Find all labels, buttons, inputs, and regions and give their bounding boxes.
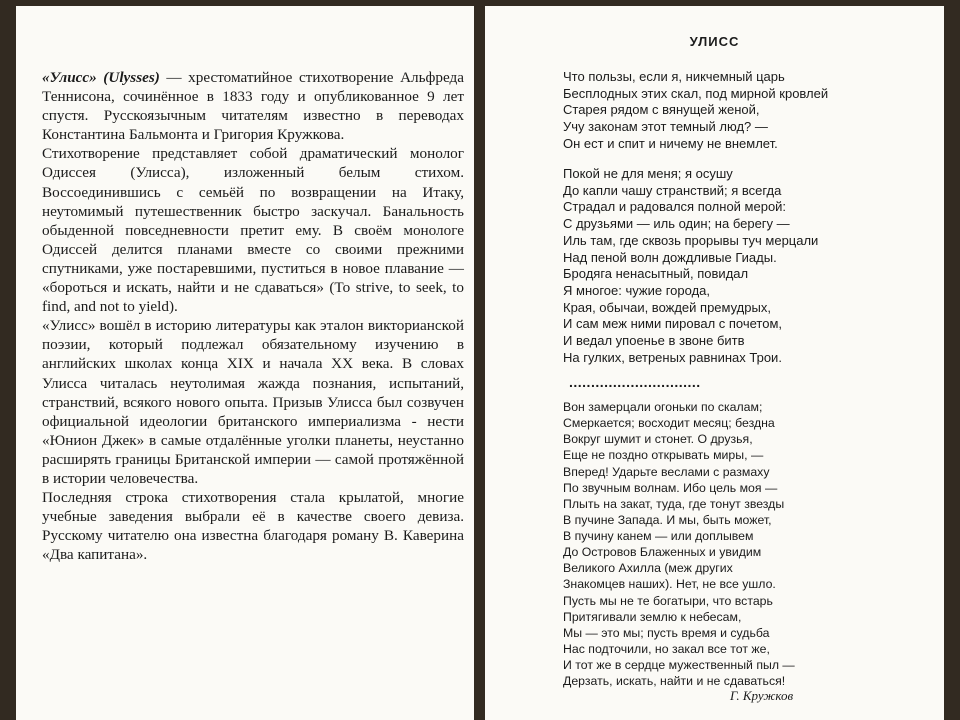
poem-line: И ведал упоенье в звоне битв <box>563 333 745 349</box>
paragraph-monologue: Стихотворение представляет собой драматический монолог Одиссея (Улисса), изложенный белым стихом. Воссоединившись с семьёй по возвращении на Итаку, неутомимый путешественник быстро заскучал. Банальность обыденной повседневности претит ему. В своём монологе Одиссей делится планами вместе со своими прежними спутниками, уже постаревшими, пуститься в новое плавание — «бороться и искать, найти и не сдаваться» (To strive, to seek, to find, and not to yield). <box>42 145 464 316</box>
poem-line: Знакомцев наших). Нет, не все ушло. <box>563 577 776 592</box>
poem-line: Вперед! Ударьте веслами с размаху <box>563 464 770 479</box>
poem-line: Что пользы, если я, никчемный царь <box>563 69 785 84</box>
poem-line: И тот же в сердце мужественный пыл — <box>563 658 795 672</box>
paragraph-intro <box>42 68 464 144</box>
poem-line: Он ест и спит и ничему не внемлет. <box>563 135 778 151</box>
poem-line: Учу законам этот темный люд? — <box>563 119 768 135</box>
poem-line: Иль там, где сквозь прорывы туч мерцали <box>563 232 819 248</box>
poem-line: Нас подточили, но закал все тот же, <box>563 641 770 656</box>
poem-line: Бесплодных этих скал, под мирной кровлей <box>563 85 829 101</box>
poem-stanza-3 <box>563 399 933 689</box>
article-lead-title: «Улисс» (Ulysses) <box>42 69 160 86</box>
poem-line: Бродяга ненасытный, повидал <box>563 266 749 282</box>
article-lead-text: — хрестоматийное стихотворение Альфреда Теннисона, сочинённое в 1833 году и опубликованное 9 лет спустя. Русскоязычным читателям известно в переводах Константина Бальмонта и Григория Кружкова. <box>42 69 464 144</box>
poem-line: В пучину канем — или доплывем <box>563 529 754 543</box>
article-text <box>42 68 464 564</box>
poem-line: Над пеной волн дождливые Гиады. <box>563 249 777 265</box>
poem-line: До Островов Блаженных и увидим <box>563 545 762 560</box>
poem-line: Я многое: чужие города, <box>563 282 710 298</box>
poem-line: Великого Ахилла (меж других <box>563 561 733 576</box>
poem-stanza-1 <box>563 69 933 153</box>
poem-line: Пусть мы не те богатыри, что встарь <box>563 593 773 608</box>
poem-line: Плыть на закат, туда, где тонут звезды <box>563 496 785 511</box>
poem-line: Притягивали землю к небесам, <box>563 609 742 624</box>
paragraph-motto: Последняя строка стихотворения стала крылатой, многие учебные заведения выбрали её в качестве своего девиза. Русскому читателю она известна благодаря роману В. Каверина «Два капитана». <box>42 489 464 564</box>
poem-line: Вокруг шумит и стонет. О друзья, <box>563 432 753 447</box>
poem-line: Края, обычаи, вождей премудрых, <box>563 299 771 315</box>
paragraph-history: «Улисс» вошёл в историю литературы как эталон викторианской поэзии, который подлежал обязательному изучению в английских школах конца XIX и начала XX века. В словах Улисса читалась неутолимая жажда познания, испытаний, странствий, всякого нового опыта. Призыв Улисса был созвучен официальной идеологии британского империализма - нести «Юнион Джек» в самые отдалённые уголки планеты, неустанно расширять границы Британской империи — самой протяжённой в истории человечества. <box>42 317 464 487</box>
stanza-separator: .............................. <box>569 374 701 390</box>
poem-line: Еще не поздно открывать миры, — <box>563 448 764 463</box>
poem-line: В пучине Запада. И мы, быть может, <box>563 512 772 527</box>
poem-line: И сам меж ними пировал с почетом, <box>563 316 783 332</box>
poem-line: Старея рядом с вянущей женой, <box>563 102 760 118</box>
poem-line: Мы — это мы; пусть время и судьба <box>563 625 770 640</box>
poem-line: Покой не для меня; я осушу <box>563 166 733 181</box>
poem-line: Дерзать, искать, найти и не сдаваться! <box>563 674 786 689</box>
left-page <box>16 6 474 720</box>
poem-line: Вон замерцали огоньки по скалам; <box>563 400 763 414</box>
poem-title: УЛИСС <box>689 34 740 49</box>
translator-signature: Г. Кружков <box>730 688 794 703</box>
poem-line: Смеркается; восходит месяц; бездна <box>563 416 775 431</box>
poem-line: На гулких, ветреных равнинах Трои. <box>563 349 782 365</box>
poem-line: Страдал и радовался полной мерой: <box>563 199 787 215</box>
poem-stanza-2 <box>563 166 933 366</box>
poem-line: По звучным волнам. Ибо цель моя — <box>563 480 778 495</box>
poem-line: До капли чашу странствий; я всегда <box>563 182 782 198</box>
poem-line: С друзьями — иль один; на берегу — <box>563 216 790 232</box>
right-page <box>485 6 944 720</box>
